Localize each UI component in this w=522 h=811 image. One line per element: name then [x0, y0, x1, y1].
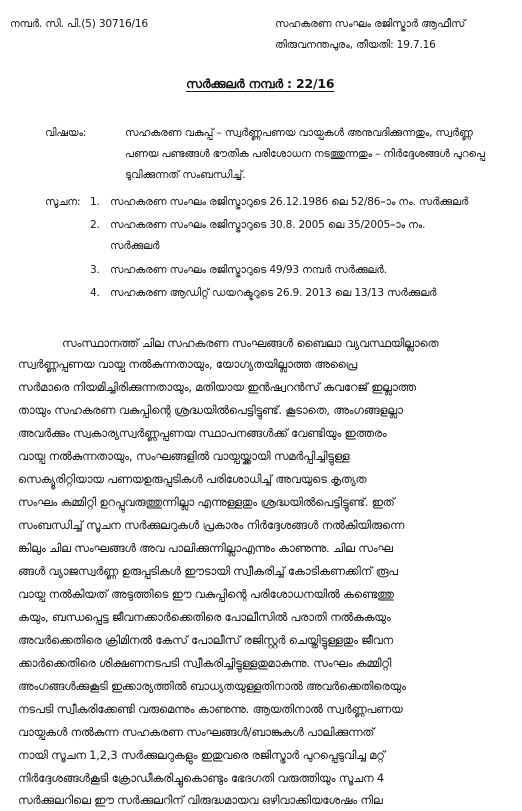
body-line: സംബന്ധിച്ച് സൂചന സർക്കുലറുകൾ പ്രകാരം നിർദ്ദേശങ്ങൾ നൽകിയിരുന്നെ	[18, 518, 405, 532]
body-line: സെക്യൂരിറ്റിയായ പണയഉരുപ്പടികൾ പരിശോധിച്ച് അവയുടെ കൃത്യത	[18, 472, 367, 486]
subject-label: വിഷയം:	[45, 127, 87, 139]
subject-line: സഹകരണ വകുപ്പ് – സ്വർണ്ണപണയ വായ്പകൾ അനുവദിക്കുന്നതും, സ്വർണ്ണ	[125, 127, 473, 139]
body-line: ക്കാർക്കെതിരെ ശിക്ഷണനടപടി സ്വീകരിച്ചിട്ടുള്ളതുമാകുന്നു. സംഘം കമ്മിറ്റി	[18, 656, 392, 670]
body-line: നിർദ്ദേശങ്ങൾകൂടി ക്രോഡീകരിച്ചുകൊണ്ടും ഭേദഗതി വരുത്തിയും സൂചന 4	[18, 771, 384, 785]
reference-number: 1.	[90, 196, 100, 208]
reference-text: സഹകരണ സംഘം രജിസ്ട്രാറുടെ 30.8. 2005 ലെ 35/2005–ാം നം.	[110, 219, 426, 231]
subject-line: ടുവിക്കുന്നത് സംബന്ധിച്ച്.	[125, 169, 246, 181]
body-line: ങ്ങൾ വ്യാജസ്വർണ്ണ ഉരുപ്പടികൾ ഈടായി സ്വീകരിച്ച് കോടികണക്കിന് രൂപ	[18, 564, 398, 578]
body-line: കയും, ബന്ധപ്പെട്ട ജീവനക്കാർക്കെതിരെ പോലീസിൽ പരാതി നൽകുകയും	[18, 610, 391, 624]
office-name: സഹകരണ സംഘം രജിസ്ട്രാർ ആഫീസ്	[275, 18, 466, 30]
body-line: സ്വർണ്ണപ്പണയ വായ്പ നൽകുന്നതായും, യോഗ്യതയില്ലാത്ത അപ്രൈ	[18, 357, 357, 371]
file-number: നമ്പർ. സി. പി.(5) 30716/16	[10, 18, 148, 30]
reference-number: 2.	[90, 219, 100, 231]
reference-number: 3.	[90, 264, 100, 276]
circular-title	[186, 76, 334, 92]
body-line: അംഗങ്ങൾക്കുകൂടി ഇക്കാര്യത്തിൽ ബാധ്യതയുള്ളതിനാൽ അവർക്കെതിരെയും	[18, 679, 406, 693]
reference-text: സഹകരണ സംഘം രജിസ്ട്രാറുടെ 49/93 നമ്പർ സർക്കുലർ.	[110, 264, 387, 276]
body-line: സർക്കുലറിലെ ഈ സർക്കുലറിന് വിരുദ്ധമായവ ഒഴിവാക്കിയശേഷം നില	[18, 793, 383, 807]
reference-text: സഹകരണ ആഡിറ്റ് ഡയറക്ടറുടെ 26.9. 2013 ലെ 13/13 സർക്കുലർ	[110, 287, 437, 299]
body-line: സംഘം കമ്മിറ്റി ഉറപ്പുവരുത്തുന്നില്ലാ എന്നുള്ളതും ശ്രദ്ധയിൽപെട്ടിട്ടുണ്ട്. ഇത്	[18, 495, 395, 509]
body-line: സംസ്ഥാനത്ത് ചില സഹകരണ സംഘങ്ങൾ ബൈലാ വ്യവസ്ഥയില്ലാതെ	[62, 336, 439, 350]
references-label: സൂചന:	[45, 196, 81, 208]
circular-title-text: സർക്കുലർ നമ്പർ : 22/16	[186, 76, 335, 91]
body-line: വായ്പ നൽകിയത് അടുത്തിടെ ഈ വകുപ്പിന്റെ പരിശോധനയിൽ കണ്ടെത്തു	[18, 587, 394, 601]
reference-text: സർക്കുലർ	[110, 240, 160, 252]
body-line: വായ്പകൾ നൽകുന്ന സഹകരണ സംഘങ്ങൾ/ബാങ്കുകൾ പാലിക്കുന്നത്	[18, 725, 375, 739]
body-line: അവർക്കെതിരെ ക്രിമിനൽ കേസ് പോലീസ് രജിസ്റ്റർ ചെയ്തിട്ടുള്ളതും ജീവന	[18, 633, 393, 647]
body-line: അവർക്കും സ്വകാര്യസ്വർണ്ണപ്പണയ സ്ഥാപനങ്ങൾക്ക് വേണ്ടിയും ഇത്തരം	[18, 426, 387, 440]
place-date: തിരുവനന്തപുരം, തീയതി: 19.7.16	[275, 39, 436, 51]
body-line: തായും സഹകരണ വകുപ്പിന്റെ ശ്രദ്ധയിൽപെട്ടിട്ടുണ്ട്. കൂടാതെ, അംഗങ്ങളല്ലാ	[18, 403, 403, 417]
reference-text: സഹകരണ സംഘം രജിസ്ട്രാറുടെ 26.12.1986 ലെ 52/86–ാം നം. സർക്കുലർ	[110, 196, 469, 208]
subject-line: പണയ പണ്ടങ്ങൾ ഭൗതിക പരിശോധന നടത്തുന്നതും – നിർദ്ദേശങ്ങൾ പുറപ്പെ	[125, 148, 485, 160]
body-line: ങ്കിലും ചില സംഘങ്ങൾ അവ പാലിക്കുന്നില്ലാഎന്നും കാണുന്നു. ചില സംഘ	[18, 541, 393, 555]
body-line: വായ്പ നൽകുന്നതായും, സംഘങ്ങളിൽ വായ്പയ്ക്കായി സമർപ്പിച്ചിട്ടുള്ള	[18, 449, 350, 463]
reference-number: 4.	[90, 287, 100, 299]
body-line: നടപടി സ്വീകരിക്കേണ്ടി വരുമെന്നും കാണുന്നു. ആയതിനാൽ സ്വർണ്ണപണയ	[18, 702, 403, 716]
body-line: സർമാരെ നിയമിച്ചിരിക്കുന്നതായും, മതിയായ ഇൻഷ്വറൻസ് കവറേജ് ഇല്ലാത്ത	[18, 380, 416, 394]
body-line: നായി സൂചന 1,2,3 സർക്കുലറുകളും ഇതുവരെ രജിസ്ട്രാർ പുറപ്പെടുവിച്ച മറ്റ്	[18, 748, 385, 762]
